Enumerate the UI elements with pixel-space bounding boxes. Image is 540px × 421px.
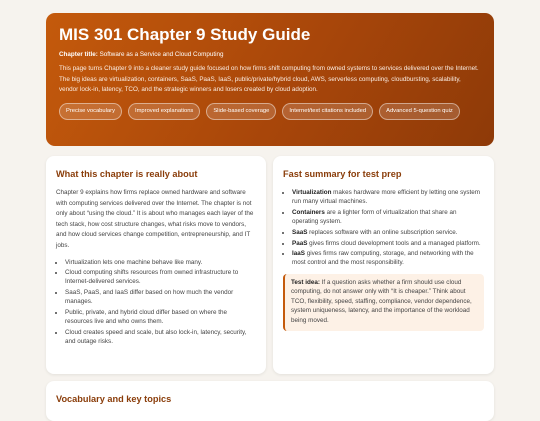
tip-label: Test idea: [291, 278, 320, 286]
term-containers: Containers [292, 208, 325, 216]
chapter-subtitle [59, 50, 481, 59]
list-item [292, 188, 484, 206]
list-item: • Public, private, and hybrid cloud differ based on where the resources live and who owns them. [65, 308, 256, 326]
term-description: gives firms raw computing, storage, and networking with the most control and the most responsibility. [292, 250, 474, 267]
list-item [292, 208, 484, 226]
overview-card [46, 156, 266, 374]
chip-precise-vocabulary[interactable]: Precise vocabulary [59, 103, 122, 120]
subtitle-label: Chapter title: [59, 51, 98, 58]
summary-heading: Fast summary for test prep [283, 169, 402, 179]
term-description: makes hardware more efficient by letting one system run many virtual machines. [292, 189, 481, 206]
term-description: gives firms cloud development tools and a managed platform. [307, 239, 481, 247]
overview-heading: What this chapter is really about [56, 169, 198, 179]
term-saas: SaaS [292, 228, 308, 236]
chip-citations-included[interactable]: Internet/text citations included [282, 103, 373, 120]
page-title: MIS 301 Chapter 9 Study Guide [59, 25, 311, 44]
chip-slide-based-coverage[interactable]: Slide-based coverage [206, 103, 276, 120]
overview-list [56, 258, 256, 347]
chip-improved-explanations[interactable]: Improved explanations [128, 103, 200, 120]
list-item: • Virtualization lets one machine behave like many. [65, 258, 256, 267]
subtitle-value: Software as a Service and Cloud Computing [97, 51, 224, 58]
hero-banner [46, 13, 494, 146]
term-iaas: IaaS [292, 250, 305, 258]
vocabulary-card [46, 381, 494, 421]
list-item: • Cloud computing shifts resources from owned infrastructure to Internet-delivered services. [65, 268, 256, 286]
term-virtualization: Virtualization [292, 189, 332, 196]
term-paas: PaaS [292, 239, 308, 247]
hero-intro: This page turns Chapter 9 into a cleaner study guide focused on how firms shift computing from owned systems to services delivered over the Internet. The big ideas are virtualization, containers, SaaS, PaaS, IaaS, public/private/hybrid cloud, AWS, serverless computing, cloudbursting, scalability, vendor lock-in, latency, TCO, and the strategic winners and losers created by cloud adoption. [59, 65, 479, 93]
list-item: • Cloud creates speed and scale, but also lock-in, latency, security, and outage risks. [65, 328, 256, 346]
vocabulary-heading: Vocabulary and key topics [56, 394, 172, 404]
summary-card [273, 156, 494, 374]
term-description: replaces software with an online subscription service. [307, 228, 458, 236]
test-idea-callout [283, 274, 484, 331]
summary-list [283, 188, 484, 268]
chip-advanced-quiz[interactable]: Advanced 5-question quiz [379, 103, 460, 120]
term-description: are a lighter form of virtualization that share an operating system. [292, 208, 457, 226]
overview-paragraph: Chapter 9 explains how firms replace owned hardware and software with computing services delivered over the Internet. The chapter is not only about “using the cloud.” It is about who manages each layer of the tech stack, how cost structure changes, what risks move to vendors, and how cloud services change competition, entrepreneurship, and IT jobs. [56, 189, 254, 249]
list-item [292, 249, 484, 267]
tip-text: If a question asks whether a firm should use cloud computing, do not answer only with “It is cheaper.” Think about TCO, flexibility, speed, staffing, compliance, vendor dependence, system uniqueness, latency, and the importance of the workload being moved. [291, 278, 472, 324]
feature-chips [59, 103, 481, 120]
list-item [292, 228, 484, 237]
list-item: • SaaS, PaaS, and IaaS differ based on how much the vendor manages. [65, 288, 256, 306]
list-item [292, 239, 484, 248]
